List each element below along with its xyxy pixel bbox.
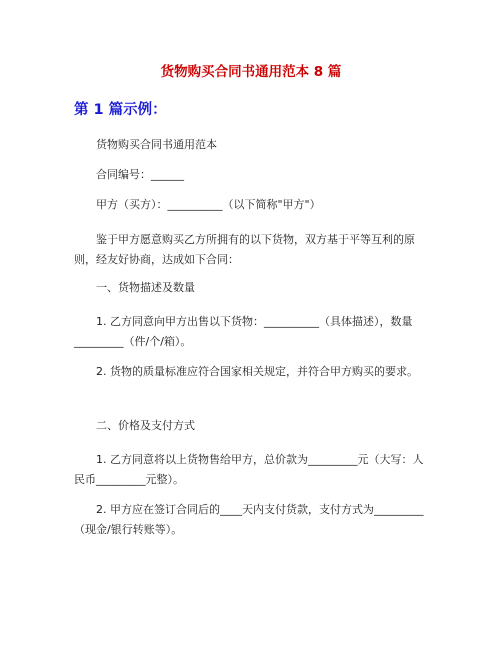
paragraph-goods-2: 2. 货物的质量标准应符合国家相关规定，并符合甲方购买的要求。 (96, 365, 418, 378)
paragraph-contract-number: 合同编号：______ (96, 168, 184, 181)
paragraph-contract-name: 货物购买合同书通用范本 (96, 138, 217, 151)
paragraph-heading-price: 二、价格及支付方式 (96, 419, 195, 432)
paragraph-price-2: 2. 甲方应在签订合同后的____天内支付货款，支付方式为_________（现金/银行转账等）。 (74, 503, 424, 536)
paragraph-price-1: 1. 乙方同意将以上货物售给甲方，总价款为_________元（大写：人民币_________元整）。 (74, 453, 424, 486)
paragraph-party-a: 甲方（买方）：__________（以下简称"甲方"） (96, 198, 321, 211)
paragraph-preamble: 鉴于甲方愿意购买乙方所拥有的以下货物，双方基于平等互利的原则，经友好协商，达成如下合同： (74, 233, 415, 266)
paragraph-heading-goods: 一、货物描述及数量 (96, 281, 195, 294)
paragraph-goods-1: 1. 乙方同意向甲方出售以下货物：__________（具体描述），数量_________（件/个/箱）。 (74, 315, 413, 348)
document-title: 货物购买合同书通用范本 8 篇 (160, 64, 342, 80)
section-heading: 第 1 篇示例： (74, 102, 167, 118)
